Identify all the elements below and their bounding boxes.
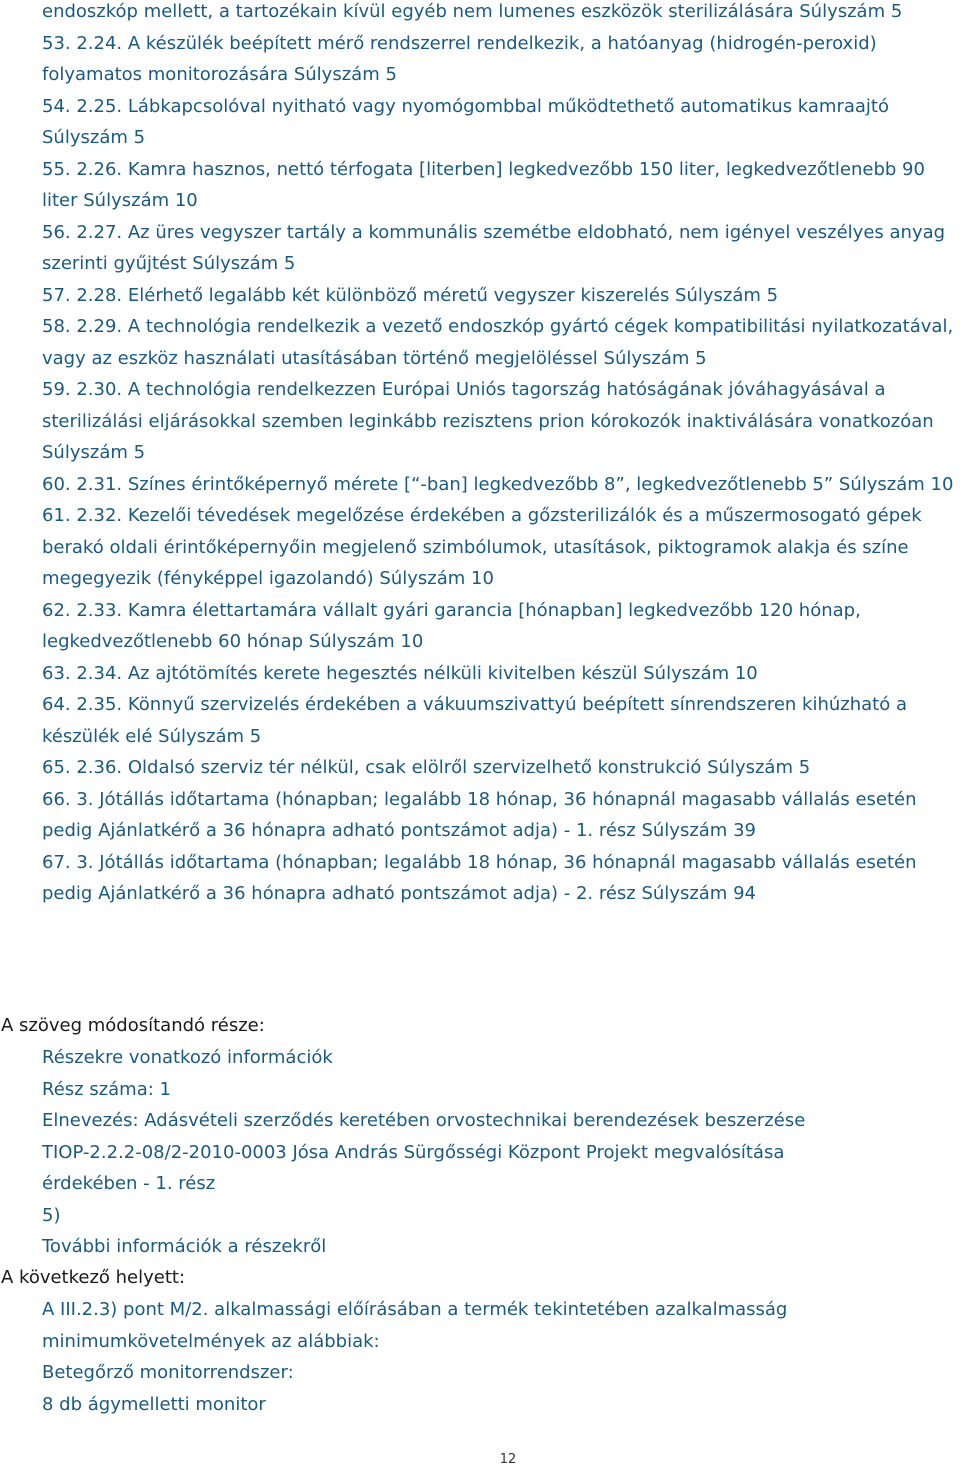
list-item: 54. 2.25. Lábkapcsolóval nyitható vagy nyomógombbal működtethető automatikus kamraajtó Súlyszám 5 xyxy=(42,95,889,148)
section-heading-instead: A következő helyett: xyxy=(1,1267,186,1288)
modify-section xyxy=(42,1042,957,1263)
list-item: 61. 2.32. Kezelői tévedések megelőzése érdekében a gőzsterilizálók és a műszermosogató gépek berakó oldali érintőképernyőin megjelenő szimbólumok, utasítások, piktogramok alakja és színe megegyezik (fényképpel igazolandó) Súlyszám 10 xyxy=(42,505,922,589)
modify-line: Részekre vonatkozó információk xyxy=(42,1047,333,1068)
list-item: 64. 2.35. Könnyű szervizelés érdekében a vákuumszivattyú beépített sínrendszeren kihúzható a készülék elé Súlyszám 5 xyxy=(42,694,907,747)
instead-section xyxy=(42,1294,957,1420)
modify-line: 5) xyxy=(42,1204,61,1226)
modify-line: TIOP-2.2.2-08/2-2010-0003 Jósa András Sürgősségi Központ Projekt megvalósítása xyxy=(42,1141,785,1163)
modify-line: További információk a részekről xyxy=(42,1236,327,1257)
list-item: 58. 2.29. A technológia rendelkezik a vezető endoszkóp gyártó cégek kompatibilitási nyilatkozatával, vagy az eszköz használati utasításában történő megjelöléssel Súlyszám 5 xyxy=(42,316,954,369)
list-item: 57. 2.28. Elérhető legalább két különböző méretű vegyszer kiszerelés Súlyszám 5 xyxy=(42,284,779,306)
list-item: 67. 3. Jótállás időtartama (hónapban; legalább 18 hónap, 36 hónapnál magasabb vállalás esetén pedig Ajánlatkérő a 36 hónapra adható pontszámot adja) - 2. rész Súlyszám 94 xyxy=(42,851,917,904)
instead-line: minimumkövetelmények az alábbiak: xyxy=(42,1330,380,1352)
list-item: 65. 2.36. Oldalsó szerviz tér nélkül, csak elölről szervizelhető konstrukció Súlyszám 5 xyxy=(42,757,811,778)
instead-line: Betegőrző monitorrendszer: xyxy=(42,1362,294,1383)
list-item: 55. 2.26. Kamra hasznos, nettó térfogata [literben] legkedvezőbb 150 liter, legkedvezőtlenebb 90 liter Súlyszám 10 xyxy=(42,158,925,211)
list-item: 60. 2.31. Színes érintőképernyő mérete [“-ban] legkedvezőbb 8”, legkedvezőtlenebb 5” Súlyszám 10 xyxy=(42,473,954,495)
modify-line: Rész száma: 1 xyxy=(42,1078,171,1100)
list-item: 56. 2.27. Az üres vegyszer tartály a kommunális szemétbe eldobható, nem igényel veszélyes anyag szerinti gyűjtést Súlyszám 5 xyxy=(42,221,946,274)
page-number: 12 xyxy=(499,1452,517,1467)
instead-line: A III.2.3) pont M/2. alkalmassági előírásában a termék tekintetében azalkalmasság xyxy=(42,1299,788,1320)
criteria-list xyxy=(42,0,957,910)
section-heading-modify: A szöveg módosítandó része: xyxy=(1,1015,265,1036)
instead-line: 8 db ágymelletti monitor xyxy=(42,1393,266,1415)
list-item: 63. 2.34. Az ajtótömítés kerete hegesztés nélküli kivitelben készül Súlyszám 10 xyxy=(42,662,758,684)
list-item: 59. 2.30. A technológia rendelkezzen Európai Uniós tagország hatóságának jóváhagyásával a sterilizálási eljárásokkal szemben leginkább rezisztens prion kórokozók inaktiválására vonatkozóan Súlyszám 5 xyxy=(42,379,934,463)
list-item: 66. 3. Jótállás időtartama (hónapban; legalább 18 hónap, 36 hónapnál magasabb vállalás esetén pedig Ajánlatkérő a 36 hónapra adható pontszámot adja) - 1. rész Súlyszám 39 xyxy=(42,788,917,841)
modify-line: Elnevezés: Adásvételi szerződés keretében orvostechnikai berendezések beszerzése xyxy=(42,1110,806,1131)
modify-line: érdekében - 1. rész xyxy=(42,1173,216,1194)
list-item: 53. 2.24. A készülék beépített mérő rendszerrel rendelkezik, a hatóanyag (hidrogén-peroxid) folyamatos monitorozására Súlyszám 5 xyxy=(42,32,877,85)
list-item: 62. 2.33. Kamra élettartamára vállalt gyári garancia [hónapban] legkedvezőbb 120 hónap, legkedvezőtlenebb 60 hónap Súlyszám 10 xyxy=(42,599,861,652)
list-item: endoszkóp mellett, a tartozékain kívül egyéb nem lumenes eszközök sterilizálására Súlyszám 5 xyxy=(42,1,903,22)
